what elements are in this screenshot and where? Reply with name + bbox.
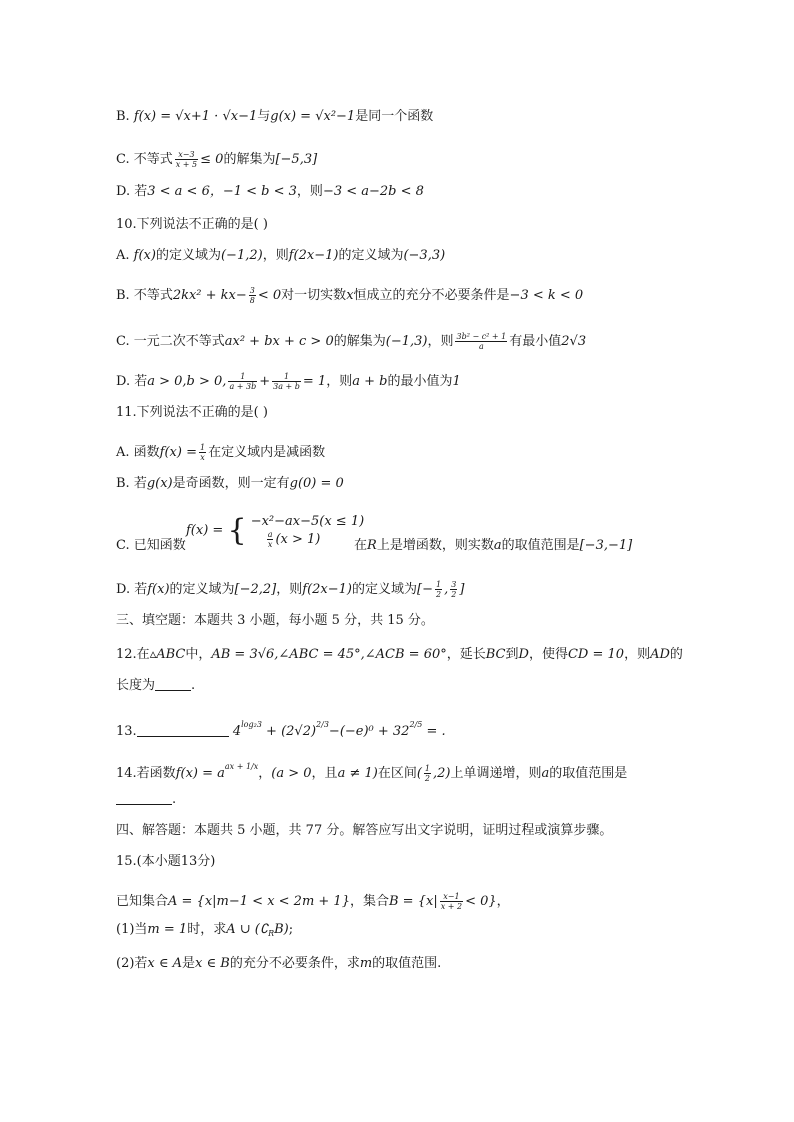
fraction [455, 332, 507, 351]
q12-line-2 [116, 676, 195, 695]
exponent: ax + 1/x [224, 762, 259, 771]
q9-option-b [116, 108, 433, 126]
section-4-heading: 四、解答题：本题共 5 小题，共 77 分。解答应写出文字说明，证明过程或演算步骤。 [116, 823, 613, 838]
numerator: x−1 [440, 892, 463, 902]
text: 中， [185, 647, 212, 662]
q15-part-1 [116, 921, 293, 943]
fraction [267, 530, 274, 549]
math-expression: 1 [452, 374, 461, 389]
text: 的取值范围是 [501, 538, 580, 553]
math-expression: [−5,3] [275, 152, 318, 167]
text: 在定义域内是减函数 [208, 445, 326, 460]
math-expression: = . [426, 724, 446, 739]
text: 恒成立的充分不必要条件是 [353, 288, 510, 303]
fraction [175, 150, 198, 169]
q11-stem: 11.下列说法不正确的是( ) [116, 405, 268, 420]
option-label: D. 若 [116, 582, 148, 597]
math-expression: (a > 0 [271, 766, 312, 781]
text: 的最小值为 [387, 374, 453, 389]
q15-title: 15.(本小题13分) [116, 854, 216, 869]
piece-2: (x > 1) [275, 532, 321, 547]
denominator: 2 [424, 774, 431, 783]
option-label: C. 已知函数 [116, 538, 186, 553]
answer-blank[interactable] [155, 676, 191, 691]
math-expression: + [259, 374, 271, 389]
text: (2)若 [116, 956, 148, 971]
text: 的解集为 [223, 152, 276, 167]
numerator: 1 [199, 443, 206, 452]
math-expression: (−1,2) [220, 248, 263, 263]
exponent: 2/5 [409, 720, 423, 729]
math-expression: f(2x−1) [288, 248, 339, 263]
option-label: A. [116, 248, 130, 263]
math-expression: f(x) = √x+1 · √x−1 [133, 109, 258, 124]
q11-option-c [116, 537, 186, 555]
text: 的 [669, 647, 683, 662]
math-expression: D [518, 647, 529, 662]
text: 的充分不必要条件，求 [229, 956, 360, 971]
math-expression: ] [459, 582, 465, 597]
text: 是同一个函数 [355, 109, 434, 124]
math-expression: a [541, 766, 550, 781]
math-expression: f(x) [133, 248, 156, 263]
text: ; [288, 922, 294, 937]
numerator: x−3 [175, 150, 198, 160]
text: 到 [505, 647, 519, 662]
math-expression: BC [485, 647, 506, 662]
denominator: x + 5 [175, 160, 198, 169]
math-expression: −3 < a−2b < 8 [322, 184, 424, 199]
fraction [424, 764, 431, 783]
q10-stem: 10.下列说法不正确的是( ) [116, 217, 268, 232]
denominator: x [200, 453, 205, 462]
math-expression: 2kx² + kx− [172, 288, 247, 303]
math-expression: A = {x|m−1 < x < 2m + 1} [168, 894, 350, 909]
math-expression: a + b [352, 374, 388, 389]
section-3-heading: 三、填空题：本题共 3 小题，每小题 5 分，共 15 分。 [116, 613, 434, 628]
q10-option-a [116, 247, 445, 265]
fraction [228, 372, 257, 391]
math-expression: = 1 [302, 374, 327, 389]
q11-option-d [116, 580, 464, 599]
math-expression: B = {x| [389, 894, 438, 909]
q14-line-2 [116, 790, 176, 809]
math-expression: + (2√2) [266, 724, 317, 739]
denominator: 2 [451, 590, 457, 599]
text: ，使得 [528, 647, 568, 662]
denominator: x + 2 [440, 902, 463, 911]
numerator: 1 [436, 580, 442, 589]
q10-option-c [116, 332, 586, 351]
q15-line-1 [116, 892, 510, 911]
math-expression: < 0 [257, 288, 282, 303]
math-expression: [−3,−1] [579, 538, 633, 553]
text: 是 [182, 956, 196, 971]
math-expression: x ∈ B [195, 956, 230, 971]
math-expression: (−1,3) [385, 334, 428, 349]
math-expression: g(x) = √x²−1 [270, 109, 356, 124]
text: 12.在 [116, 647, 150, 662]
exponent: 2/3 [316, 720, 329, 729]
option-label: B. 不等式 [116, 288, 173, 303]
piece-1: −x²−ax−5(x ≤ 1) [250, 514, 365, 529]
math-expression: [− [417, 582, 433, 597]
fraction [435, 580, 442, 599]
text: 的定义域为 [155, 248, 221, 263]
q14-line-1 [116, 758, 627, 783]
q15-part-2 [116, 955, 441, 973]
math-expression: ▵ABC [149, 647, 186, 662]
text: 的取值范围是 [549, 766, 628, 781]
math-expression: AD [650, 647, 670, 662]
math-expression: < 0} [465, 894, 497, 909]
q9-option-c [116, 150, 317, 169]
text: 14.若函数 [116, 766, 176, 781]
math-expression: 2√3 [561, 334, 587, 349]
q12-line-1 [116, 646, 683, 664]
math-expression: f(2x−1) [302, 582, 353, 597]
fraction [440, 892, 463, 911]
math-expression: m = 1 [147, 922, 188, 937]
numerator: a [267, 530, 273, 539]
text: 已知集合 [116, 894, 169, 909]
text: 对一切实数 [281, 288, 347, 303]
math-expression: a ≠ 1) [337, 766, 378, 781]
text: 时，求 [187, 922, 227, 937]
text: 的定义域为 [338, 248, 404, 263]
math-expression: ax² + bx + c > 0 [224, 334, 334, 349]
math-expression: 3 < a < 6，−1 < b < 3 [147, 184, 297, 199]
text: ，则 [326, 374, 353, 389]
math-expression: ( [416, 766, 422, 781]
option-label: C. 不等式 [116, 152, 173, 167]
math-expression: f(x) = [159, 445, 197, 460]
numerator: 3 [451, 580, 457, 589]
text: ，且 [311, 766, 338, 781]
fraction [249, 286, 256, 305]
text: ，则 [427, 334, 454, 349]
option-label: D. 若 [116, 184, 148, 199]
denominator: 3a + b [273, 382, 300, 391]
text: 的定义域为 [169, 582, 235, 597]
answer-blank[interactable] [116, 790, 172, 805]
math-expression: a > 0,b > 0, [147, 374, 227, 389]
math-expression: x ∈ A [147, 956, 183, 971]
option-label: B. [116, 109, 130, 124]
text: ，则 [262, 248, 289, 263]
text: 的解集为 [333, 334, 386, 349]
q10-option-b [116, 286, 583, 305]
text: 长度为 [116, 678, 156, 693]
math-expression: A ∪ (∁ [226, 922, 269, 937]
math-expression: m [359, 956, 373, 971]
math-expression: R [367, 538, 377, 553]
piecewise-cases [251, 513, 364, 549]
text: 有最小值 [509, 334, 562, 349]
text: ，则 [276, 582, 303, 597]
exponent: log₂3 [241, 720, 262, 729]
option-label: B. 若 [116, 476, 147, 491]
math-expression: (−3,3) [403, 248, 446, 263]
text: 在 [354, 538, 368, 553]
text: ，则 [624, 647, 651, 662]
q9-option-d [116, 183, 424, 201]
text: . [191, 678, 196, 693]
math-expression: B) [274, 922, 289, 937]
text: 在区间 [377, 766, 417, 781]
subscript: R [268, 929, 275, 938]
numerator: 1 [424, 764, 431, 773]
math-expression: f(x) = a [175, 766, 225, 781]
text: 的取值范围. [372, 956, 442, 971]
math-expression: x [346, 288, 354, 303]
question-number: 13. [116, 724, 137, 739]
q11-option-b [116, 475, 344, 493]
math-expression: [−2,2] [234, 582, 277, 597]
q11-option-a [116, 443, 325, 462]
math-expression: −3 < k < 0 [509, 288, 584, 303]
math-expression: ≤ 0 [200, 152, 224, 167]
q11-c-piecewise [186, 513, 364, 549]
math-expression: AB = 3√6,∠ABC = 45°,∠ACB = 60° [211, 647, 447, 662]
q10-option-d [116, 372, 461, 391]
math-expression: a [493, 538, 502, 553]
text: 与 [257, 109, 271, 124]
text: ， [496, 894, 510, 909]
numerator: 1 [228, 372, 257, 382]
text: ，集合 [349, 894, 389, 909]
denominator: a + 3b [229, 382, 257, 391]
math-expression: g(0) = 0 [289, 476, 344, 491]
math-expression: f(x) [147, 582, 170, 597]
text: 上是增函数，则实数 [376, 538, 494, 553]
math-expression: CD = 10 [567, 647, 625, 662]
text: 是奇函数，则一定有 [172, 476, 290, 491]
option-label: D. 若 [116, 374, 148, 389]
numerator: 1 [272, 372, 301, 382]
math-expression: , [444, 582, 449, 597]
math-expression: g(x) [146, 476, 173, 491]
text: . [172, 792, 177, 807]
numerator: 3b² − c² + 1 [456, 332, 507, 341]
q13-line [116, 716, 446, 741]
option-label: C. 一元二次不等式 [116, 334, 225, 349]
numerator: 3 [249, 286, 255, 295]
text: ，延长 [446, 647, 486, 662]
denominator: 8 [249, 296, 255, 305]
math-expression: ,2) [433, 766, 451, 781]
denominator: 2 [436, 590, 442, 599]
denominator: a [478, 342, 484, 351]
q11-option-c-tail [354, 537, 632, 555]
text: (1)当 [116, 922, 148, 937]
text: ，则 [296, 184, 323, 199]
option-label: A. 函数 [116, 445, 160, 460]
fraction [450, 580, 457, 599]
fraction [199, 443, 206, 462]
denominator: x [267, 540, 273, 549]
fraction [272, 372, 301, 391]
math-expression: −(−e)⁰ + 32 [328, 724, 410, 739]
function-name: f(x) = [186, 523, 224, 538]
answer-blank[interactable] [137, 722, 229, 737]
left-brace: { [227, 513, 247, 548]
text: 上单调递增，则 [450, 766, 542, 781]
text: 的定义域为 [352, 582, 418, 597]
math-expression: 4 [232, 724, 242, 739]
text: ， [258, 766, 272, 781]
